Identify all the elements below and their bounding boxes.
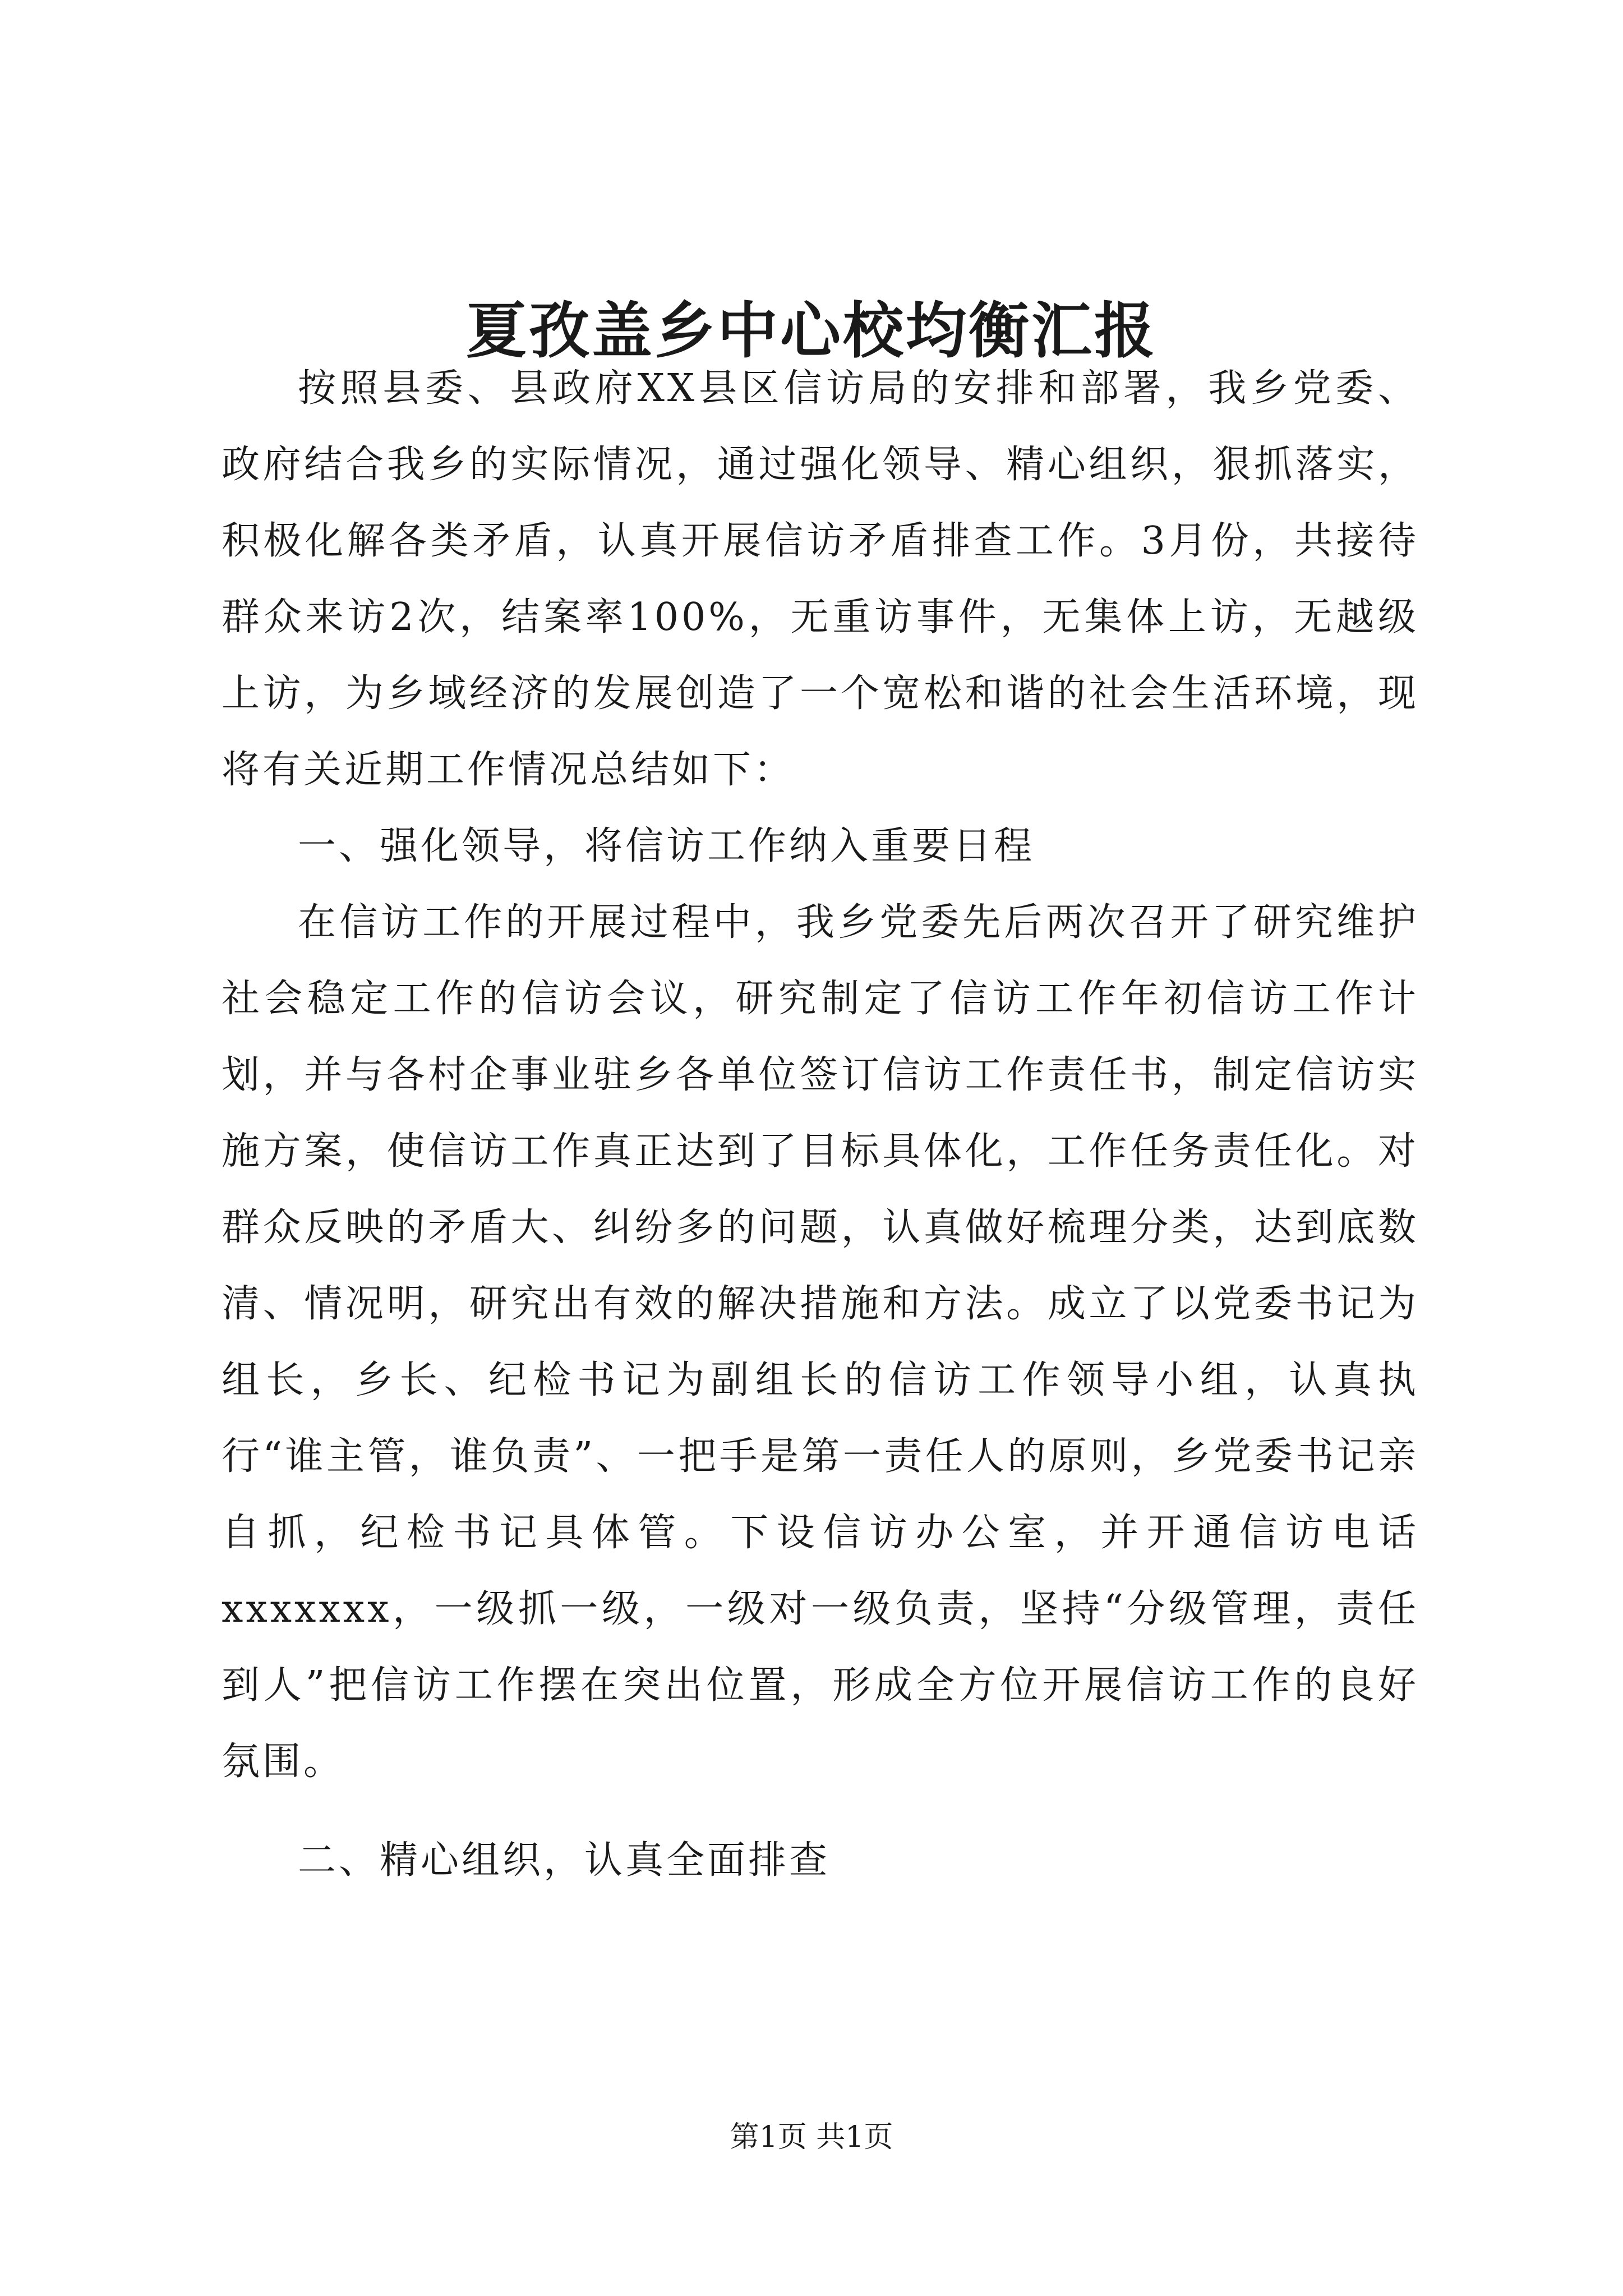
page-footer: 第1页 共1页 <box>730 2120 893 2154</box>
document-title: 夏孜盖乡中心校均衡汇报 <box>465 296 1157 366</box>
paragraph-section-1: 在信访工作的开展过程中，我乡党委先后两次召开了研究维护社会稳定工作的信访会议，研究制定了信访工作年初信访工作计划，并与各村企事业驻乡各单位签订信访工作责任书，制定信访实施方案，使信访工作真正达到了目标具体化，工作任务责任化。对群众反映的矛盾大、纠纷多的问题，认真做好梳理分类，达到底数清、情况明，研究出有效的解决措施和方法。成立了以党委书记为组长，乡长、纪检书记为副组长的信访工作领导小组，认真执行“谁主管，谁负责”、一把手是第一责任人的原则，乡党委书记亲自抓，纪检书记具体管。下设信访办公室，并开通信访电话xxxxxxx，一级抓一级，一级对一级负责，坚持“分级管理，责任到人”把信访工作摆在突出位置，形成全方位开展信访工作的良好氛围。 <box>222 900 1419 1784</box>
section-heading-1: 一、强化领导，将信访工作纳入重要日程 <box>298 824 1035 868</box>
section-heading-2: 二、精心组织，认真全面排查 <box>298 1838 831 1883</box>
paragraph-intro: 按照县委、县政府XX县区信访局的安排和部署，我乡党委、政府结合我乡的实际情况，通过强化领导、精心组织，狠抓落实，积极化解各类矛盾，认真开展信访矛盾排查工作。3月份，共接待群众来访2次，结案率100%，无重访事件，无集体上访，无越级上访，为乡域经济的发展创造了一个宽松和谐的社会生活环境，现将有关近期工作情况总结如下： <box>222 366 1419 792</box>
document-body <box>222 351 1419 1899</box>
